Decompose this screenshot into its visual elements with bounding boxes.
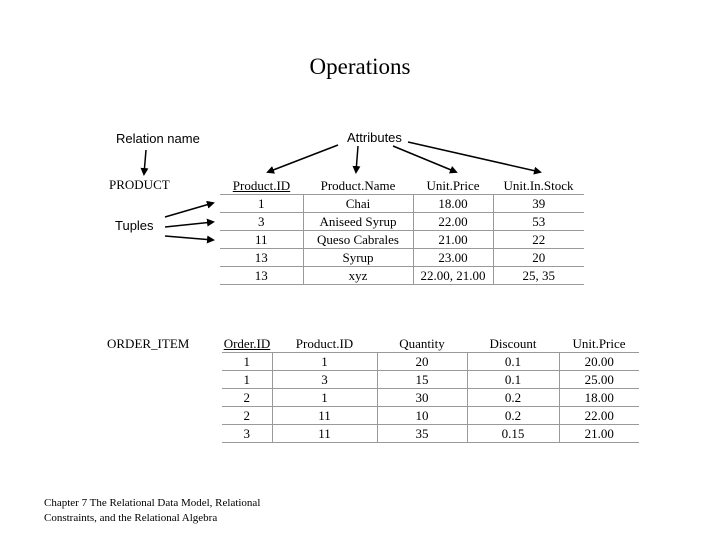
order-item-cell: 11 [272, 407, 377, 425]
order-item-cell: 30 [377, 389, 467, 407]
order-item-cell: 20 [377, 353, 467, 371]
product-cell: 22 [493, 231, 584, 249]
order-item-cell: 0.2 [467, 407, 559, 425]
product-cell: xyz [303, 267, 413, 285]
order-item-cell: 1 [272, 353, 377, 371]
order-item-cell: 3 [222, 425, 272, 443]
attribute-arrow-product-name [356, 146, 358, 172]
order-item-header-cell: Product.ID [272, 335, 377, 353]
order-item-cell: 25.00 [559, 371, 639, 389]
slide-title: Operations [309, 54, 411, 79]
attributes-label: Attributes [347, 130, 402, 145]
product-cell: 22.00 [413, 213, 493, 231]
tuples-label: Tuples [115, 218, 154, 233]
product-cell: 20 [493, 249, 584, 267]
order-item-header-cell: Unit.Price [559, 335, 639, 353]
order-item-cell: 0.1 [467, 353, 559, 371]
product-relation-name: PRODUCT [109, 177, 170, 192]
order-item-cell: 3 [272, 371, 377, 389]
order-item-cell: 1 [222, 371, 272, 389]
product-cell: Syrup [303, 249, 413, 267]
order-item-cell: 10 [377, 407, 467, 425]
order-item-cell: 0.15 [467, 425, 559, 443]
product-cell: 39 [493, 195, 584, 213]
product-cell: Aniseed Syrup [303, 213, 413, 231]
order-item-cell: 21.00 [559, 425, 639, 443]
order-item-cell: 22.00 [559, 407, 639, 425]
footer-caption: Chapter 7 The Relational Data Model, Relational Constraints, and the Relational Algebra [44, 497, 261, 524]
order-item-cell: 1 [272, 389, 377, 407]
product-cell: 13 [220, 267, 303, 285]
order-item-cell: 2 [222, 407, 272, 425]
order-item-cell: 20.00 [559, 353, 639, 371]
product-cell: 18.00 [413, 195, 493, 213]
relation-name-arrow [144, 150, 146, 174]
order-item-cell: 18.00 [559, 389, 639, 407]
product-cell: 53 [493, 213, 584, 231]
product-cell: 25, 35 [493, 267, 584, 285]
tuple-arrow-3 [165, 236, 213, 240]
order-item-relation-name: ORDER_ITEM [107, 336, 190, 351]
product-cell: 13 [220, 249, 303, 267]
order-item-cell: 0.2 [467, 389, 559, 407]
product-header-cell: Unit.In.Stock [493, 177, 584, 195]
product-cell: 23.00 [413, 249, 493, 267]
attribute-arrow-product-id [268, 145, 338, 172]
order-item-cell: 11 [272, 425, 377, 443]
product-cell: 21.00 [413, 231, 493, 249]
relation-name-label: Relation name [116, 131, 200, 146]
order-item-cell: 15 [377, 371, 467, 389]
order-item-cell: 1 [222, 353, 272, 371]
product-cell: Chai [303, 195, 413, 213]
product-cell: 11 [220, 231, 303, 249]
product-header-cell: Unit.Price [413, 177, 493, 195]
product-cell: Queso Cabrales [303, 231, 413, 249]
product-cell: 22.00, 21.00 [413, 267, 493, 285]
order-item-cell: 35 [377, 425, 467, 443]
product-header-cell: Product.ID [220, 177, 303, 195]
order-item-header-cell: Discount [467, 335, 559, 353]
attribute-arrow-unit-price [393, 146, 456, 172]
order-item-header-cell: Quantity [377, 335, 467, 353]
product-header-cell: Product.Name [303, 177, 413, 195]
attribute-arrow-unit-in-stock [408, 142, 540, 172]
product-cell: 3 [220, 213, 303, 231]
order-item-cell: 0.1 [467, 371, 559, 389]
product-cell: 1 [220, 195, 303, 213]
order-item-cell: 2 [222, 389, 272, 407]
order-item-header-cell: Order.ID [223, 336, 271, 351]
tuple-arrow-1 [165, 203, 213, 217]
tuple-arrow-2 [165, 222, 213, 227]
